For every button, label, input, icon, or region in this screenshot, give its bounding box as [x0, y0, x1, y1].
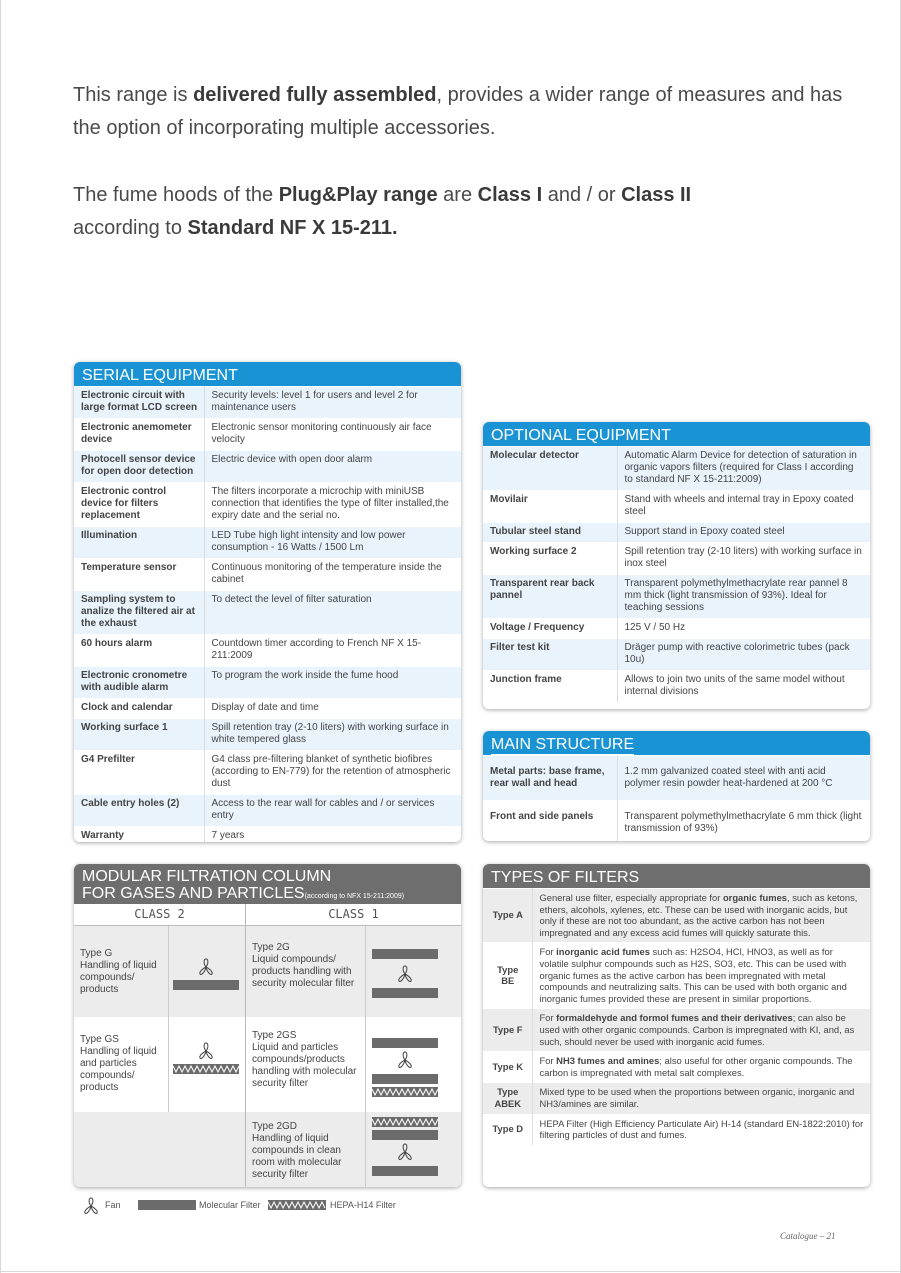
row-label: Voltage / Frequency — [483, 619, 617, 639]
row-value: 1.2 mm galvanized coated steel with anti acid polymer resin powder heat-hardened at 200 °C — [617, 756, 870, 801]
row-label: Metal parts: base frame, rear wall and head — [483, 756, 617, 801]
table-row — [483, 447, 870, 491]
row-label: 60 hours alarm — [74, 635, 204, 667]
modular-filtration-title — [74, 864, 461, 904]
row-value: To program the work inside the fume hood — [204, 667, 461, 699]
page-edge — [0, 0, 1, 1273]
row-label: Molecular detector — [483, 447, 617, 491]
table-row — [74, 751, 461, 795]
row-value: Allows to join two units of the same model without internal divisions — [617, 671, 870, 703]
row-label: Sampling system to analize the filtered air at the exhaust — [74, 591, 204, 635]
molecular-filter-icon — [173, 980, 239, 990]
table-row — [483, 543, 870, 575]
fan-icon — [195, 1041, 217, 1061]
row-value: Transparent polymethylmethacrylate rear pannel 8 mm thick (light transmission of 93%). Ideal for teaching sessions — [617, 575, 870, 619]
hepa-filter-icon — [268, 1200, 326, 1210]
table-row — [483, 1114, 870, 1145]
filter-description: For formaldehyde and formol fumes and their derivatives; can also be used with other organic compounds. Carbon is impregnated with KI, and, as such, should never be used with inorganic acid fumes. — [532, 1009, 870, 1052]
page-edge — [0, 1271, 901, 1272]
table-row — [74, 667, 461, 699]
hepa-filter-icon — [173, 1064, 239, 1074]
table-row — [74, 483, 461, 527]
filter-type: Type F — [483, 1009, 532, 1052]
table-row — [483, 801, 870, 842]
intro-text: and / or — [542, 184, 622, 206]
row-label: G4 Prefilter — [74, 751, 204, 795]
types-of-filters-panel — [483, 864, 870, 1187]
types-of-filters-title — [483, 864, 870, 888]
table-row — [74, 795, 461, 827]
intro-paragraph-2 — [73, 179, 773, 245]
row-value: Electronic sensor monitoring continuously air face velocity — [204, 419, 461, 451]
row-value: The filters incorporate a microchip with miniUSB connection that identifies the type of filter installed,the expiry date and the serial no. — [204, 483, 461, 527]
modular-filtration-panel — [74, 864, 461, 1187]
main-structure-table — [483, 755, 870, 841]
row-value: To detect the level of filter saturation — [204, 591, 461, 635]
grid-line — [168, 926, 169, 1112]
table-row — [74, 559, 461, 591]
row-label: Cable entry holes (2) — [74, 795, 204, 827]
intro-bold: Class I — [477, 184, 543, 206]
row-value: Countdown timer according to French NF X 15-211:2009 — [204, 635, 461, 667]
intro-text: , provides a wider range of measures and has the option of incorporating multiple accessories. — [73, 84, 843, 139]
modular-title-line2: FOR GASES AND PARTICLES — [82, 885, 305, 902]
intro-bold: Plug&Play range — [278, 184, 438, 206]
row-label: Movilair — [483, 491, 617, 523]
page-footer: Catalogue – 21 — [780, 1231, 836, 1241]
row-label: Electronic circuit with large format LCD screen — [74, 387, 204, 419]
table-row — [483, 491, 870, 523]
table-row — [74, 699, 461, 719]
filter-description: Mixed type to be used when the proportions between organic, inorganic and NH3/amines are similar. — [532, 1083, 870, 1114]
molecular-filter-icon — [372, 988, 438, 998]
filter-type: Type K — [483, 1052, 532, 1083]
table-row — [483, 943, 870, 1009]
table-row — [483, 671, 870, 703]
legend-hepa-label: HEPA-H14 Filter — [330, 1200, 396, 1210]
molecular-filter-icon — [138, 1200, 196, 1210]
filter-type: Type ABEK — [483, 1083, 532, 1114]
row-value: Continuous monitoring of the temperature inside the cabinet — [204, 559, 461, 591]
row-label: Illumination — [74, 527, 204, 559]
row-label: Transparent rear back pannel — [483, 575, 617, 619]
optional-equipment-panel — [483, 422, 870, 709]
table-row — [74, 591, 461, 635]
row-value: 7 years — [204, 827, 461, 843]
table-row — [74, 451, 461, 483]
fan-icon — [394, 1050, 416, 1070]
row-value: Security levels: level 1 for users and level 2 for maintenance users — [204, 387, 461, 419]
panel-title-text: OPTIONAL EQUIPMENT — [491, 427, 671, 444]
fan-icon — [394, 1142, 416, 1162]
molecular-filter-icon — [372, 949, 438, 959]
row-value: Stand with wheels and internal tray in Epoxy coated steel — [617, 491, 870, 523]
intro-paragraph-1 — [73, 79, 853, 145]
row-value: Spill retention tray (2-10 liters) with working surface in inox steel — [617, 543, 870, 575]
type-2gs-text: Type 2GS Liquid and particles compounds/products handling with molecular security filter — [252, 1030, 357, 1089]
row-label: Tubular steel stand — [483, 523, 617, 543]
row-label: Temperature sensor — [74, 559, 204, 591]
row-value: Access to the rear wall for cables and / or services entry — [204, 795, 461, 827]
row-value: Transparent polymethylmethacrylate 6 mm thick (light transmission of 93%) — [617, 801, 870, 842]
molecular-filter-icon — [372, 1074, 438, 1084]
molecular-filter-icon — [372, 1130, 438, 1140]
class-1-label: CLASS 1 — [328, 907, 379, 921]
row-label: Clock and calendar — [74, 699, 204, 719]
intro-bold: Class II — [621, 184, 692, 206]
legend-molecular-label: Molecular Filter — [199, 1200, 261, 1210]
filter-description: For NH3 fumes and amines; also useful for other organic compounds. The carbon is impregnated with metal salt complexes. — [532, 1052, 870, 1083]
row-label: Working surface 2 — [483, 543, 617, 575]
row-value: LED Tube high light intensity and low power consumption - 16 Watts / 1500 Lm — [204, 527, 461, 559]
row-value: Automatic Alarm Device for detection of saturation in organic vapors filters (required for Class I according to standard NF X 15-211:2009) — [617, 447, 870, 491]
fan-icon — [80, 1196, 102, 1216]
table-row — [483, 523, 870, 543]
type-g-text: Type G Handling of liquid compounds/ products — [80, 948, 157, 995]
row-label: Working surface 1 — [74, 719, 204, 751]
type-2gd-text: Type 2GD Handling of liquid compounds in clean room with molecular security filter — [252, 1121, 342, 1180]
filter-description: General use filter, especially appropriate for organic fumes, such as ketons, ethers, alcohols, xylenes, etc. These can be used with inorganic acids, but only if these are not too abundant, as the active carbon has not been impregnated and any excess acid fumes will quickly saturate this. — [532, 889, 870, 943]
optional-equipment-title — [483, 422, 870, 446]
filter-type: Type BE — [483, 943, 532, 1009]
filter-type: Type D — [483, 1114, 532, 1145]
row-label: Filter test kit — [483, 639, 617, 671]
row-label: Junction frame — [483, 671, 617, 703]
main-structure-title — [483, 731, 870, 755]
fan-icon — [394, 964, 416, 984]
modular-class-header — [74, 904, 461, 926]
table-row — [483, 756, 870, 801]
row-label: Photocell sensor device for open door detection — [74, 451, 204, 483]
row-label: Front and side panels — [483, 801, 617, 842]
table-row — [483, 1009, 870, 1052]
row-label: Electronic control device for filters replacement — [74, 483, 204, 527]
table-row — [483, 1052, 870, 1083]
table-row — [483, 889, 870, 943]
panel-title-text: TYPES OF FILTERS — [491, 869, 640, 886]
hepa-filter-icon — [372, 1117, 438, 1127]
serial-equipment-title — [74, 362, 461, 386]
fan-icon — [195, 957, 217, 977]
type-gs-text: Type GS Handling of liquid and particles compounds/ products — [80, 1034, 157, 1093]
intro-text: according to — [73, 217, 188, 239]
panel-title-text: SERIAL EQUIPMENT — [82, 367, 238, 384]
table-row — [74, 387, 461, 419]
row-label: Electronic anemometer device — [74, 419, 204, 451]
modular-title-line1: MODULAR FILTRATION COLUMN — [82, 868, 332, 885]
modular-title-note: (according to NFX 15-211:2009) — [304, 893, 405, 900]
intro-text: This range is — [73, 84, 194, 106]
row-value: Display of date and time — [204, 699, 461, 719]
table-row — [74, 527, 461, 559]
grid-line — [245, 926, 246, 1187]
filter-description: For inorganic acid fumes such as: H2SO4, HCl, HNO3, as well as for volatile sulphur compounds such as H2S, SO3, etc. This can be used with organic fumes as the active carbon has been impregnated with metal compounds and neutralizing salts. This can be used with both organic and inorganic fumes provided these are present in similar proportions. — [532, 943, 870, 1009]
types-of-filters-table — [483, 888, 870, 1145]
table-row — [483, 575, 870, 619]
filter-type: Type A — [483, 889, 532, 943]
row-value: 125 V / 50 Hz — [617, 619, 870, 639]
row-value: Support stand in Epoxy coated steel — [617, 523, 870, 543]
row-label: Electronic cronometre with audible alarm — [74, 667, 204, 699]
main-structure-panel — [483, 731, 870, 841]
row-value: Spill retention tray (2-10 liters) with working surface in white tempered glass — [204, 719, 461, 751]
molecular-filter-icon — [372, 1166, 438, 1176]
row-value: G4 class pre-filtering blanket of synthetic biofibres (according to EN-779) for the retention of atmospheric dust — [204, 751, 461, 795]
intro-bold: Standard NF X 15-211. — [187, 217, 398, 239]
hepa-filter-icon — [372, 1087, 438, 1097]
intro-text: The fume hoods of the — [73, 184, 279, 206]
table-row — [74, 635, 461, 667]
row-value: Dräger pump with reactive colorimetric tubes (pack 10u) — [617, 639, 870, 671]
table-row — [74, 419, 461, 451]
table-row — [483, 619, 870, 639]
filter-description: HEPA Filter (High Efficiency Particulate Air) H-14 (standard EN-1822:2010) for filtering particles of dust and fumes. — [532, 1114, 870, 1145]
molecular-filter-icon — [372, 1038, 438, 1048]
type-2g-text: Type 2G Liquid compounds/ products handling with security molecular filter — [252, 942, 355, 989]
serial-equipment-table — [74, 386, 461, 842]
panel-title-text: MAIN STRUCTURE — [491, 736, 635, 753]
modular-grid — [74, 926, 461, 1187]
table-row — [74, 719, 461, 751]
table-row — [483, 639, 870, 671]
serial-equipment-panel — [74, 362, 461, 842]
row-label: Warranty — [74, 827, 204, 843]
row-value: Electric device with open door alarm — [204, 451, 461, 483]
grid-line — [365, 926, 366, 1187]
class-2-label: CLASS 2 — [74, 904, 246, 925]
table-row — [483, 1083, 870, 1114]
optional-equipment-table — [483, 446, 870, 702]
intro-bold: delivered fully assembled — [193, 84, 437, 106]
legend-fan-label: Fan — [105, 1200, 121, 1210]
table-row — [74, 827, 461, 843]
intro-text: are — [437, 184, 478, 206]
